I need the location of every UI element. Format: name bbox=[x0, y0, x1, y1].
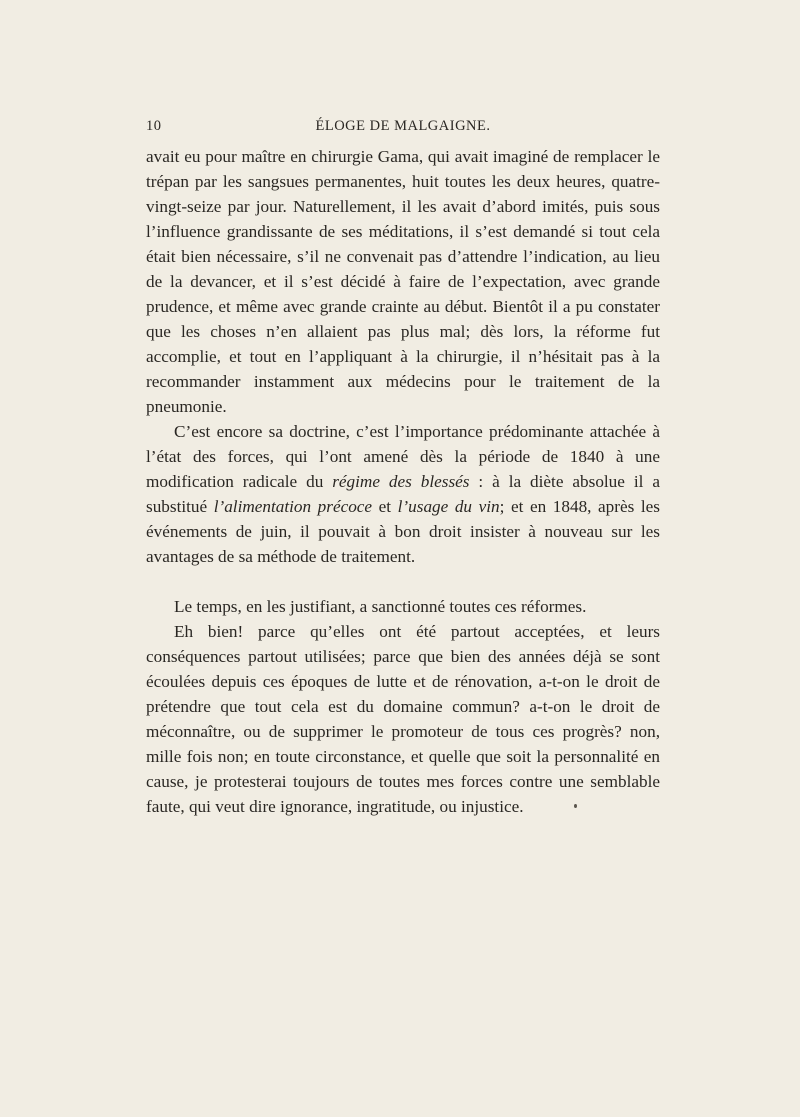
paragraph-2-text-1: C’est encore sa doctrine, c’est l’importance prédominante attachée à l’état des forces, qui l’ont amené dès la période de 1840 à une modification radicale du bbox=[146, 422, 660, 491]
page-number: 10 bbox=[146, 118, 162, 134]
paragraph-2-text-4: ; et en 1848, après les événements de juin, il pouvait à bon droit insister à nouveau sur les avantages de sa méthode de traitement. bbox=[146, 497, 660, 566]
paragraph-1: avait eu pour maître en chirurgie Gama, qui avait imaginé de remplacer le trépan par les sangsues permanentes, huit toutes les deux heures, quatre-vingt-seize par jour. Naturellement, il les avait d’abord imités, puis sous l’influence grandissante de ses méditations, il s’est demandé si tout cela était bien nécessaire, s’il ne convenait pas d’attendre l’indication, au lieu de la devancer, et il s’est décidé à faire de l’expectation, avec grande prudence, et même avec grande crainte au début. Bientôt il a pu constater que les choses n’en allaient pas plus mal; dès lors, la réforme fut accomplie, et tout en l’appliquant à la chirurgie, il n’hésitait pas à la recommander instamment aux médecins pour le traitement de la pneumonie. bbox=[146, 147, 660, 416]
paragraph-4: Eh bien! parce qu’elles ont été partout acceptées, et leurs conséquences partout utilisées; parce que bien des années déjà se sont écoulées depuis ces époques de lutte et de rénovation, a-t-on le droit de prétendre que tout cela est du domaine commun? a-t-on le droit de méconnaître, ou de supprimer le promoteur de tous ces progrès? non, mille fois non; en toute circonstance, et quelle que soit la personnalité en cause, je protesterai toujours de toutes mes forces contre une semblable faute, qui veut dire ignorance, ingratitude, ou injustice. bbox=[146, 622, 660, 816]
paragraph-2 bbox=[146, 419, 660, 569]
running-title: ÉLOGE DE MALGAIGNE. bbox=[315, 118, 491, 134]
paper-speck bbox=[574, 804, 577, 808]
italic-phrase-regime: régime des blessés bbox=[332, 472, 470, 491]
paragraph-gap bbox=[146, 569, 660, 594]
page-header bbox=[146, 118, 660, 138]
paragraph-2-text-2: : à la diète absolue il a substitué bbox=[146, 472, 660, 516]
paragraph-2-text-3: et bbox=[372, 497, 398, 516]
italic-phrase-usage: l’usage du vin bbox=[397, 497, 500, 516]
body-text bbox=[146, 144, 660, 819]
paragraph-3: Le temps, en les justifiant, a sanctionné toutes ces réformes. bbox=[174, 597, 587, 616]
italic-phrase-alimentation: l’alimentation précoce bbox=[213, 497, 373, 516]
